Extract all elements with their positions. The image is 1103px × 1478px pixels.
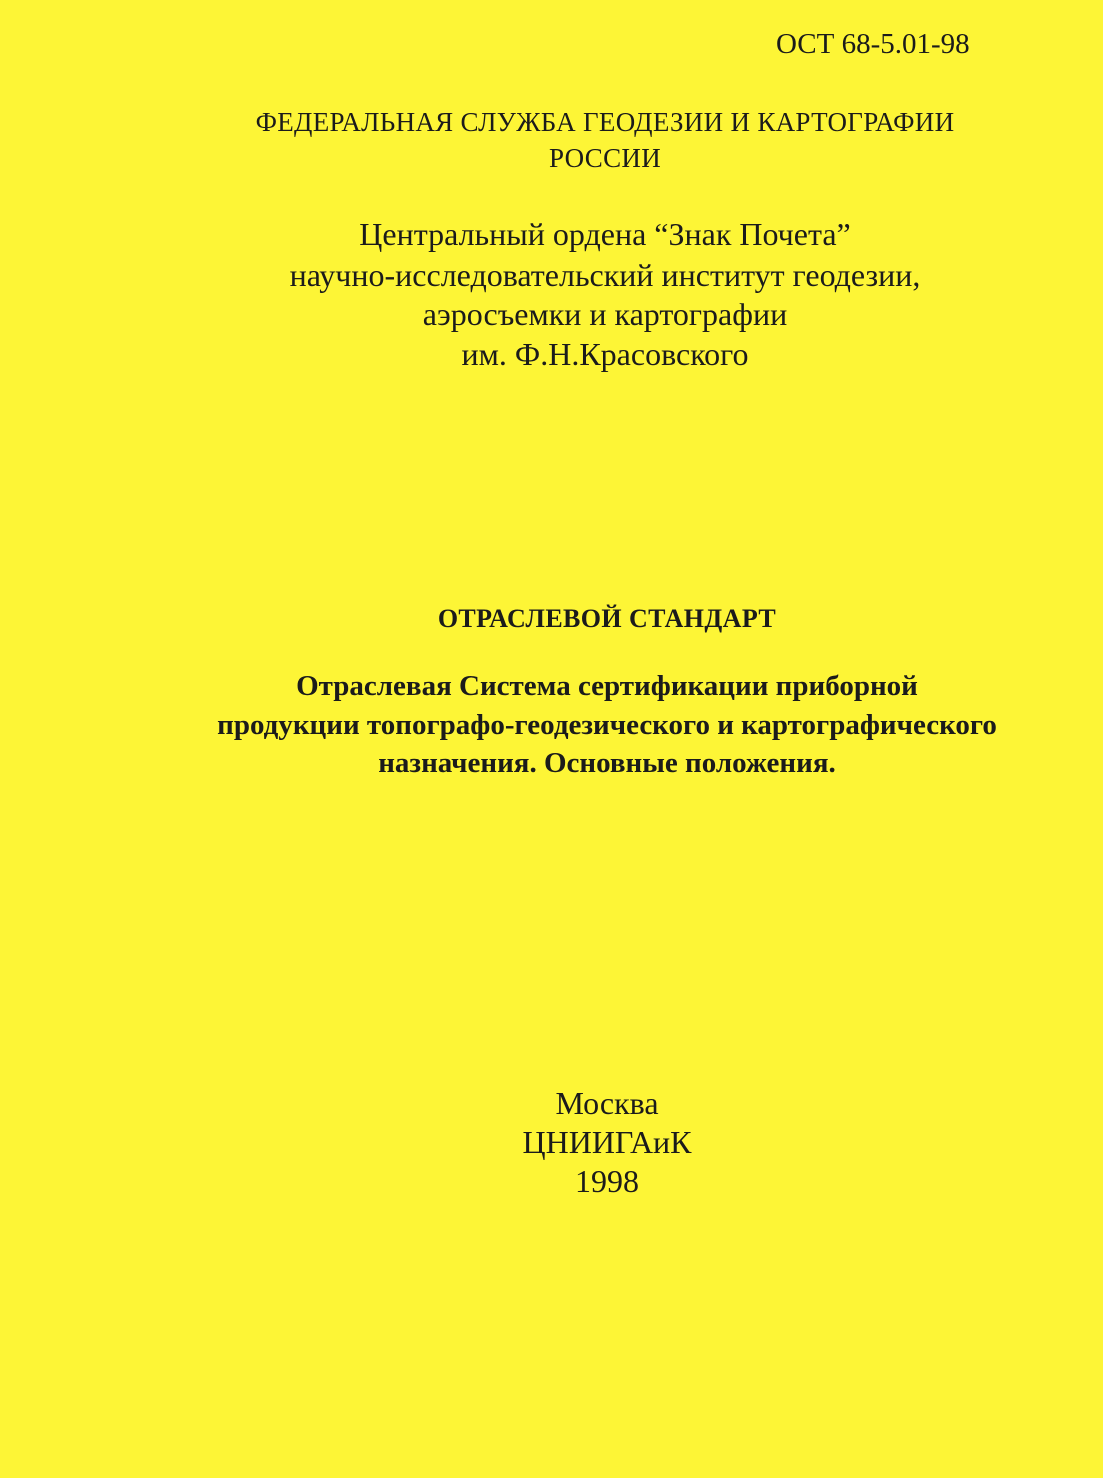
agency-name-line-1: ФЕДЕРАЛЬНАЯ СЛУЖБА ГЕОДЕЗИИ И КАРТОГРАФИИ [255,107,955,137]
standard-title-line-3: назначения. Основные положения. [378,747,836,779]
institute-line-1: Центральный ордена “Знак Почета” [359,216,851,252]
imprint-publisher: ЦНИИГАиК [522,1124,692,1160]
agency-name-line-2: РОССИИ [549,143,661,173]
institute-line-2: научно-исследовательский институт геодезии, [289,257,921,293]
document-code: ОСТ 68-5.01-98 [776,28,970,60]
standard-title-line-2: продукции топографо-геодезического и картографического [217,709,997,741]
imprint-year: 1998 [575,1163,639,1199]
institute-line-4: им. Ф.Н.Красовского [461,336,749,372]
imprint-city: Москва [555,1085,659,1121]
standard-title-line-1: Отраслевая Система сертификации приборной [296,670,918,702]
institute-line-3: аэросъемки и картографии [422,296,788,332]
standard-type-heading: ОТРАСЛЕВОЙ СТАНДАРТ [437,604,777,633]
